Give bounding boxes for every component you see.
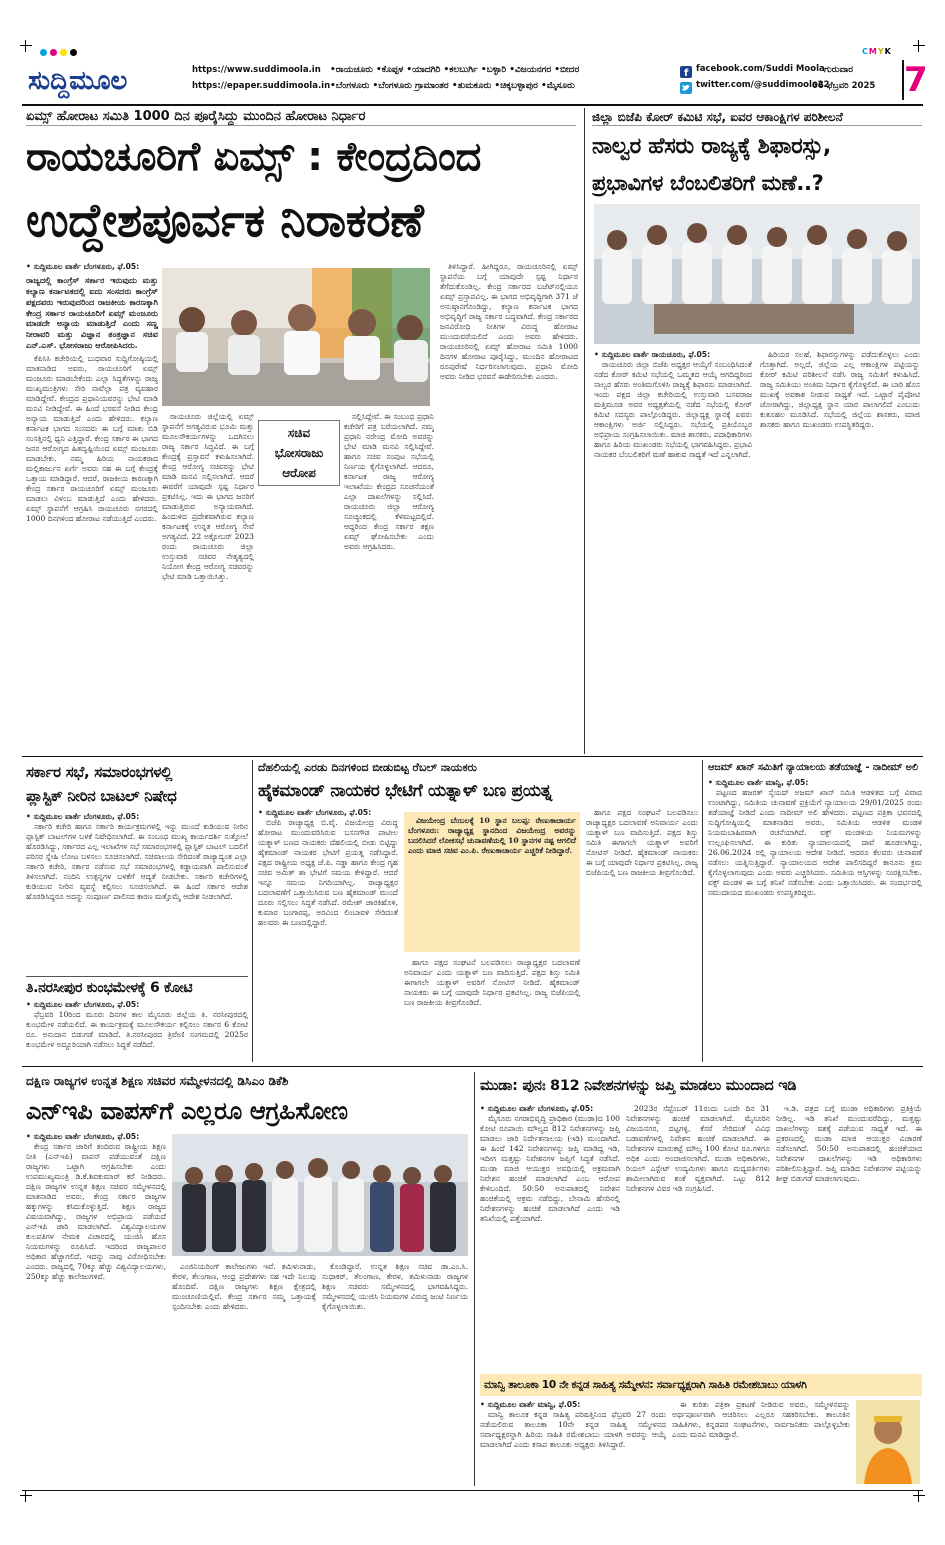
day: ಗುರುವಾರ (824, 65, 854, 75)
caption-line: ಸಚಿವ (287, 426, 311, 440)
registration-mark (913, 1490, 925, 1502)
twitter-handle[interactable]: twitter.com/@suddimoola22 (696, 80, 830, 90)
bjp-column-1 (594, 350, 752, 752)
lead-column-3 (344, 412, 434, 752)
nep-headline: ಎನ್ಇಪಿ ವಾಪಸ್‌ಗೆ ಎಲ್ಲರೂ ಆಗ್ರಹಿಸೋಣ (26, 1097, 348, 1125)
registration-mark (20, 1490, 32, 1502)
page-number: 7 (904, 60, 928, 100)
svg-text:f: f (684, 68, 689, 78)
bottom-rule (22, 1490, 923, 1491)
nadeem-body (708, 778, 922, 1062)
color-dots (40, 49, 80, 57)
bjp-body-1: ರಾಯಚೂರು ಜಿಲ್ಲಾ ಬಿಜೆಪಿ ಅಧ್ಯಕ್ಷರ ಆಯ್ಕೆಗೆ ಸಂಬಂಧಿಸಿದಂತೆ ನಡೆದ ಕೋರ್ ಕಮಿಟಿ ಸಭೆಯಲ್ಲಿ ಒಮ್ಮತದ ಆಯ್ಕೆ ಆಗದಿದ್ದರಿಂದ ನಾಲ್ವರ ಹೆಸರು ಅಂತಿಮಗೊಳಿಸಿ ರಾಜ್ಯಕ್ಕೆ ಶಿಫಾರಸು ಮಾಡಲಾಗಿದೆ. ಇಂದು ಪಕ್ಷದ ಜಿಲ್ಲಾ ಕಚೇರಿಯಲ್ಲಿ ಉಸ್ತುವಾರಿ ಬಸವರಾಜ ಮತ್ತಿಮೂಡ ಅವರ ಅಧ್ಯಕ್ಷತೆಯಲ್ಲಿ ನಡೆದ ಸಭೆಯಲ್ಲಿ ಕೋರ್ ಕಮಿಟಿ ಸದಸ್ಯರು ಪಾಲ್ಗೊಂಡಿದ್ದರು. ಜಿಲ್ಲಾಧ್ಯಕ್ಷ ಸ್ಥಾನಕ್ಕೆ ಐವರು ಆಕಾಂಕ್ಷಿಗಳು ಅರ್ಜಿ ಸಲ್ಲಿಸಿದ್ದರು. ಸಭೆಯಲ್ಲಿ ಪ್ರತಿಯೊಬ್ಬರ ಅಭಿಪ್ರಾಯ ಸಂಗ್ರಹಿಸಲಾಯಿತು. ಮಾಜಿ ಶಾಸಕರು, ಪದಾಧಿಕಾರಿಗಳು ಹಾಗೂ ಹಿರಿಯ ಮುಖಂಡರು ಸಭೆಯಲ್ಲಿ ಭಾಗವಹಿಸಿದ್ದರು. ಪ್ರಭಾವಿ ನಾಯಕರ ಬೆಂಬಲಿತರಿಗೆ ಮಣೆ ಹಾಕುವ ಸಾಧ್ಯತೆ ಇದೆ ಎನ್ನಲಾಗಿದೆ. (594, 360, 752, 460)
column-rule (474, 1072, 475, 1486)
bjp-headline-1: ನಾಲ್ವರ ಹೆಸರು ರಾಜ್ಯಕ್ಕೆ ಶಿಫಾರಸ್ಸು, (592, 134, 831, 159)
yatnal-box (404, 812, 580, 952)
muda-text-1: ಮೈಸೂರು ನಗರಾಭಿವೃದ್ಧಿ ಪ್ರಾಧಿಕಾರ (ಮುಡಾ)ದ 100 ಕೋಟಿ ರೂಪಾಯಿ ಮೌಲ್ಯದ 812 ನಿವೇಶನಗಳನ್ನು ಜಪ್ತಿ ಮಾಡಲು ಜಾರಿ ನಿರ್ದೇಶನಾಲಯ (ಇಡಿ) ಮುಂದಾಗಿದೆ. ಈ ಹಿಂದೆ 142 ನಿವೇಶನಗಳನ್ನು ಜಪ್ತಿ ಮಾಡಿದ್ದ ಇಡಿ, ಇದೀಗ ಮತ್ತಷ್ಟು ನಿವೇಶನಗಳ ಜಪ್ತಿಗೆ ಸಿದ್ಧತೆ ನಡೆಸಿದೆ. ಮುಡಾ ಮಾಜಿ ಆಯುಕ್ತರ ಅವಧಿಯಲ್ಲಿ ಅಕ್ರಮವಾಗಿ ನಿವೇಶನ ಹಂಚಿಕೆ ಮಾಡಲಾಗಿದೆ ಎಂಬ ಆರೋಪ ಕೇಳಿಬಂದಿದೆ. 50:50 ಅನುಪಾತದಲ್ಲಿ ನಿವೇಶನ ಹಂಚಿಕೆಯಲ್ಲಿ ಅಕ್ರಮ ನಡೆದಿದ್ದು, ಬೇನಾಮಿ ಹೆಸರಿನಲ್ಲಿ ನಿವೇಶನಗಳನ್ನು ಹಂಚಿಕೆ ಮಾಡಲಾಗಿದೆ ಎಂದು ಇಡಿ ತನಿಖೆಯಲ್ಲಿ ಪತ್ತೆಯಾಗಿದೆ. (480, 1114, 620, 1224)
nadeem-byline: • ಸುದ್ದಿಮೂಲ ವಾರ್ತೆ ಮಾನ್ವಿ, ಫೆ.05: (708, 778, 809, 787)
yatnal-text-3: ಹಾಗೂ ಪಕ್ಷದ ಸಂಘಟನೆ ಬಲಪಡಿಸಲು ರಾಜ್ಯಾಧ್ಯಕ್ಷರ ಬದಲಾವಣೆ ಅನಿವಾರ್ಯ ಎಂದು ಯತ್ನಾಳ್ ಬಣ ವಾದಿಸುತ್ತಿದೆ. ಪಕ್ಷದ ಶಿಸ್ತು ಸಮಿತಿ ಈಗಾಗಲೇ ಯತ್ನಾಳ್ ಅವರಿಗೆ ನೋಟಿಸ್ ನೀಡಿದೆ. ಹೈಕಮಾಂಡ್ ನಾಯಕರು ಈ ಬಗ್ಗೆ ಯಾವುದೇ ನಿರ್ಧಾರ ಪ್ರಕಟಿಸಿಲ್ಲ. ರಾಜ್ಯ ಬಿಜೆಪಿಯಲ್ಲಿ ಬಣ ರಾಜಕೀಯ ತೀವ್ರಗೊಂಡಿದೆ. (586, 808, 698, 878)
column-rule (702, 760, 703, 1062)
yatnal-column-1 (258, 808, 398, 1062)
nep-column-2 (172, 1262, 316, 1486)
nep-text-3: ಕೊಂಡಿದ್ದಾರೆ. ಉನ್ನತ ಶಿಕ್ಷಣ ಸಚಿವ ಡಾ.ಎಂ.ಸಿ. ಸುಧಾಕರ್, ತೆಲಂಗಾಣ, ಕೇರಳ, ತಮಿಳುನಾಡು ರಾಜ್ಯಗಳ ಶಿಕ್ಷಣ ಸಚಿವರು ಸಮ್ಮೇಳನದಲ್ಲಿ ಭಾಗವಹಿಸಿದ್ದರು. ಸಮ್ಮೇಳನದಲ್ಲಿ ಯುಜಿಸಿ ನಿಯಮಗಳ ವಿರುದ್ಧ ಜಂಟಿ ನಿರ್ಣಯ ಕೈಗೊಳ್ಳಲಾಯಿತು. (322, 1262, 468, 1312)
muda-headline: ಮುಡಾ: ಪುನಃ 812 ನಿವೇಶನಗಳನ್ನು ಜಪ್ತಿ ಮಾಡಲು ಮುಂದಾದ ಇಡಿ (480, 1078, 797, 1094)
masthead (22, 60, 928, 104)
epaper-url[interactable]: https://epaper.suddimoola.in (192, 81, 331, 91)
lead-column-1 (26, 262, 158, 752)
muda-column-1 (480, 1104, 620, 1368)
date: 06 ಫೆಬ್ರವರಿ 2025 (812, 81, 876, 91)
bjp-kicker: ಜಿಲ್ಲಾ ಬಿಜೆಪಿ ಕೋರ್ ಕಮಿಟಿ ಸಭೆ, ಐವರ ಆಕಾಂಕ್ಷಿಗಳ ಪರಿಶೀಲನೆ (592, 108, 922, 126)
caption-line: ಆರೋಪ (282, 466, 316, 480)
lead-column-4 (440, 262, 578, 752)
plastic-body (26, 812, 248, 972)
logo: ಸುದ್ದಿಮೂಲ (28, 66, 128, 96)
masthead-rule (22, 104, 923, 106)
plastic-headline-1: ಸರ್ಕಾರ ಸಭೆ, ಸಮಾರಂಭಗಳಲ್ಲಿ (26, 763, 173, 781)
muda-text-2: 2023ರ ಸೆಪ್ಟೆಂಬರ್ 11ರಂದು ಒಂದೇ ದಿನ 31 ನಿವೇಶನಗಳನ್ನು ಹಂಚಿಕೆ ಮಾಡಲಾಗಿದೆ. ಮೈಸೂರಿನ ವಿಜಯನಗರ, ದಟ್ಟಗಳ್ಳಿ, ಕೆಸರೆ ಸೇರಿದಂತೆ ವಿವಿಧ ಬಡಾವಣೆಗಳಲ್ಲಿ ನಿವೇಶನ ಹಂಚಿಕೆ ಮಾಡಲಾಗಿದೆ. ಈ ನಿವೇಶನಗಳ ಮಾರುಕಟ್ಟೆ ಮೌಲ್ಯ 100 ಕೋಟಿ ರೂ.ಗಳಿಗೂ ಅಧಿಕ ಎಂದು ಅಂದಾಜಿಸಲಾಗಿದೆ. ಮುಡಾ ಅಧಿಕಾರಿಗಳು, ರಿಯಲ್ ಎಸ್ಟೇಟ್ ಉದ್ಯಮಿಗಳು ಹಾಗೂ ಮಧ್ಯವರ್ತಿಗಳು ಶಾಮೀಲಾಗಿರುವ ಶಂಕೆ ವ್ಯಕ್ತವಾಗಿದೆ. ಒಟ್ಟು 812 ನಿವೇಶನಗಳ ವಿವರ ಇಡಿ ಸಂಗ್ರಹಿಸಿದೆ. (626, 1104, 770, 1194)
bjp-meeting-photo (594, 204, 920, 344)
column-rule (252, 760, 253, 1062)
plastic-text: ಸರ್ಕಾರಿ ಕಚೇರಿ ಹಾಗೂ ಸರ್ಕಾರಿ ಕಾರ್ಯಕ್ರಮಗಳಲ್ಲಿ ಇನ್ನು ಮುಂದೆ ಕುಡಿಯುವ ನೀರಿನ ಪ್ಲಾಸ್ಟಿಕ್ ಬಾಟಲ್‌ಗಳ ಬಳಕೆ ನಿಷೇಧಿಸಲಾಗಿದೆ. ಈ ಸಂಬಂಧ ಮುಖ್ಯ ಕಾರ್ಯದರ್ಶಿ ಸುತ್ತೋಲೆ ಹೊರಡಿಸಿದ್ದು, ಸರ್ಕಾರದ ಎಲ್ಲ ಇಲಾಖೆಗಳ ಸಭೆ ಸಮಾರಂಭಗಳಲ್ಲಿ ಪ್ಲಾಸ್ಟಿಕ್ ಬಾಟಲ್ ಬದಲಿಗೆ ಪರಿಸರ ಸ್ನೇಹಿ ಲೋಟ ಬಳಸಲು ಸೂಚಿಸಲಾಗಿದೆ. ಸಚಿವಾಲಯ ಸೇರಿದಂತೆ ರಾಜ್ಯಾದ್ಯಂತ ಎಲ್ಲಾ ಸರ್ಕಾರಿ ಕಚೇರಿ, ಸರ್ಕಾರ ನಡೆಸುವ ಸಭೆ ಸಮಾರಂಭಗಳಲ್ಲಿ ಕಡ್ಡಾಯವಾಗಿ ಪಾಲಿಸುವಂತೆ ತಿಳಿಸಲಾಗಿದೆ. ನಂದಿನಿ ಉತ್ಪನ್ನಗಳ ಬಳಕೆಗೆ ಆದ್ಯತೆ ನೀಡಬೇಕು. ಸರ್ಕಾರಿ ಕಚೇರಿಗಳಲ್ಲಿ ಕುಡಿಯುವ ನೀರಿನ ವ್ಯವಸ್ಥೆ ಕಲ್ಪಿಸಲು ಸೂಚಿಸಲಾಗಿದೆ. ಈ ಹಿಂದೆ ಸರ್ಕಾರ ಆದೇಶ ಹೊರಡಿಸಿದ್ದರೂ ಅದನ್ನು ಸಂಪೂರ್ಣ ಪಾಲಿಸದ ಕಾರಣ ಮತ್ತೊಮ್ಮೆ ಆದೇಶ ನೀಡಲಾಗಿದೆ. (26, 822, 248, 902)
section-rule (22, 1066, 923, 1067)
sahitya-column-1 (480, 1400, 666, 1486)
lead-headline-1: ರಾಯಚೂರಿಗೆ ಏಮ್ಸ್ : ಕೇಂದ್ರದಿಂದ (26, 134, 482, 180)
yatnal-kicker: ದೆಹಲಿಯಲ್ಲಿ ಎರಡು ದಿನಗಳಿಂದ ಬೀಡುಬಿಟ್ಟ ರೆಬಲ್ ನಾಯಕರು (258, 761, 477, 774)
muda-text-3: ಇ.ಡಿ. ಪತ್ರದ ಬಗ್ಗೆ ಮುಡಾ ಅಧಿಕಾರಿಗಳು ಪ್ರತಿಕ್ರಿಯೆ ನೀಡಿಲ್ಲ. ಇಡಿ ತನಿಖೆ ಮುಂದುವರೆದಿದ್ದು, ಮತ್ತಷ್ಟು ದಾಖಲೆಗಳನ್ನು ವಶಕ್ಕೆ ಪಡೆಯುವ ಸಾಧ್ಯತೆ ಇದೆ. ಈ ಪ್ರಕರಣದಲ್ಲಿ ಮುಡಾ ಮಾಜಿ ಆಯುಕ್ತರ ವಿಚಾರಣೆ ನಡೆಸಲಾಗಿದೆ. 50:50 ಅನುಪಾತದಲ್ಲಿ ಹಂಚಿಕೆಯಾದ ನಿವೇಶನಗಳ ದಾಖಲೆಗಳನ್ನು ಇಡಿ ಅಧಿಕಾರಿಗಳು ಪರಿಶೀಲಿಸುತ್ತಿದ್ದಾರೆ. ಜಪ್ತಿ ಮಾಡಿದ ನಿವೇಶನಗಳ ಪಟ್ಟಿಯನ್ನು ಶೀಘ್ರ ಬಿಡುಗಡೆ ಮಾಡಲಾಗುವುದು. (776, 1104, 922, 1184)
muda-column-3 (776, 1104, 922, 1368)
kumbh-headline: ತಿ.ನರಸೀಪುರ ಕುಂಭಮೇಳಕ್ಕೆ 6 ಕೋಟಿ (26, 976, 248, 998)
lead-intro: ರಾಜ್ಯದಲ್ಲಿ ಕಾಂಗ್ರೆಸ್ ಸರ್ಕಾರ ಇರುವುದು ಮತ್ತು ಕಲ್ಯಾಣ ಕರ್ನಾಟಕದಲ್ಲಿ ಐದು ಸಂಸದರು ಕಾಂಗ್ರೆಸ್ ಪಕ್ಷದವರು ಇರುವುದರಿಂದ ರಾಜಕೀಯ ಕಾರಣಕ್ಕಾಗಿ ಕೇಂದ್ರ ಸರ್ಕಾರ ರಾಯಚೂರಿಗೆ ಏಮ್ಸ್ ಮಂಜೂರು ಮಾಡದೇ ಅನ್ಯಾಯ ಮಾಡುತ್ತಿದೆ ಎಂದು ಸಣ್ಣ ನೀರಾವರಿ ಮತ್ತು ವಿಜ್ಞಾನ ತಂತ್ರಜ್ಞಾನ ಸಚಿವ ಎನ್.ಎಸ್. ಭೋಸರಾಜು ಆರೋಪಿಸಿದರು. (26, 275, 158, 350)
facebook-handle[interactable]: facebook.com/Suddi Moola (696, 64, 825, 74)
facebook-icon (680, 63, 692, 78)
yatnal-byline: • ಸುದ್ದಿಮೂಲ ವಾರ್ತೆ ಬೆಂಗಳೂರು, ಫೆ.05: (258, 808, 372, 817)
lead-byline: • ಸುದ್ದಿಮೂಲ ವಾರ್ತೆ ಬೆಂಗಳೂರು, ಫೆ.05: (26, 262, 140, 271)
lead-column-2 (162, 412, 254, 752)
lead-body-3: ಸಲ್ಲಿಸಿದ್ದೇವೆ. ಈ ಸಂಬಂಧ ಪ್ರಧಾನಿ ಕಚೇರಿಗೆ ಪತ್ರ ಬರೆಯಲಾಗಿದೆ. ನಮ್ಮ ಪ್ರಧಾನಿ ನರೇಂದ್ರ ಮೋದಿ ಅವರನ್ನು ಭೇಟಿ ಮಾಡಿ ಮನವಿ ಸಲ್ಲಿಸಿದ್ದೇವೆ. ಹಾಗೂ ಸಚಿವ ಸಂಪುಟ ಸಭೆಯಲ್ಲಿ ನಿರ್ಣಯ ಕೈಗೊಳ್ಳಲಾಗಿದೆ. ಆದರೂ, ಕರ್ನಾಟಕ ರಾಜ್ಯ ಆರೋಗ್ಯ ಇಲಾಖೆಯು ಕೇಂದ್ರದ ಸೂಚನೆಯಂತೆ ಎಲ್ಲಾ ದಾಖಲೆಗಳನ್ನು ಸಲ್ಲಿಸಿದೆ. ರಾಯಚೂರು ಜಿಲ್ಲಾ ಆರೋಗ್ಯ ಸೂಚ್ಯಂಕದಲ್ಲಿ ಕೆಳಮಟ್ಟದಲ್ಲಿದೆ. ಆದ್ದರಿಂದ ಕೇಂದ್ರ ಸರ್ಕಾರ ತಕ್ಷಣ ಏಮ್ಸ್ ಘೋಷಿಸಬೇಕು ಎಂದು ಅವರು ಆಗ್ರಹಿಸಿದರು. (344, 412, 434, 552)
caption-line: ಭೋಸರಾಜು (274, 446, 324, 460)
nep-column-3 (322, 1262, 468, 1486)
plastic-headline-2: ಪ್ಲಾಸ್ಟಿಕ್ ನೀರಿನ ಬಾಟಲ್ ನಿಷೇಧ (26, 787, 177, 805)
lead-body-4: ತಿಳಿಸಿದ್ದಾರೆ. ಹೀಗಿದ್ದರೂ, ರಾಯಚೂರಿನಲ್ಲಿ ಏಮ್ಸ್ ಸ್ಥಾಪನೆಯ ಬಗ್ಗೆ ಯಾವುದೇ ಸ್ಪಷ್ಟ ನಿರ್ಧಾರ ತೆಗೆದುಕೊಂಡಿಲ್ಲ. ಕೇಂದ್ರ ಸರ್ಕಾರದ ಬಜೆಟ್‌ನಲ್ಲಿಯೂ ಏಮ್ಸ್ ಪ್ರಸ್ತಾಪವಿಲ್ಲ. ಈ ಭಾಗದ ಅಭಿವೃದ್ಧಿಗಾಗಿ 371 ಜೆ ಅನುಷ್ಠಾನಗೊಂಡಿದ್ದು, ಕಲ್ಯಾಣ ಕರ್ನಾಟಕ ಭಾಗದ ಅಭಿವೃದ್ಧಿಗೆ ರಾಜ್ಯ ಸರ್ಕಾರ ಬದ್ಧವಾಗಿದೆ. ಕೇಂದ್ರ ಸರ್ಕಾರದ ಜನವಿರೋಧಿ ನೀತಿಗಳ ವಿರುದ್ಧ ಹೋರಾಟ ಮುಂದುವರೆಯಲಿದೆ ಎಂದು ಅವರು ಹೇಳಿದರು. ರಾಯಚೂರಿನಲ್ಲಿ ಏಮ್ಸ್ ಹೋರಾಟ ಸಮಿತಿ 1000 ದಿನಗಳ ಹೋರಾಟ ಪೂರೈಸಿದ್ದು, ಮುಂದಿನ ಹೋರಾಟದ ರೂಪುರೇಷೆ ನಿರ್ಧರಿಸಲಾಗುವುದು. ಪ್ರಧಾನಿ ಮೋದಿ ಅವರು ನೀಡಿದ ಭರವಸೆ ಈಡೇರಿಸಬೇಕು ಎಂದರು. (440, 262, 578, 382)
region-list-1: •ರಾಯಚೂರು •ಕೊಪ್ಪಳ •ಯಾದಗಿರಿ •ಕಲಬುರ್ಗಿ •ಬಳ್ಳಾರಿ •ವಿಜಯನಗರ •ಬೀದರ (330, 65, 580, 75)
column-rule (584, 108, 585, 754)
sahitya-text-2: ಈ ಕುರಿತು ಪತ್ರಿಕಾ ಪ್ರಕಟಣೆ ನೀಡಿರುವ ಅವರು, ಸಮ್ಮೇಳನವನ್ನು ಅರ್ಥಪೂರ್ಣವಾಗಿ ಆಚರಿಸಲು ಎಲ್ಲರೂ ಸಹಕರಿಸಬೇಕು. ತಾಲೂಕಿನ ಸಾಹಿತಿಗಳು, ಕನ್ನಡಪರ ಸಂಘಟನೆಗಳು, ಸಾರ್ವಜನಿಕರು ಪಾಲ್ಗೊಳ್ಳಬೇಕು ಎಂದು ಮನವಿ ಮಾಡಿದ್ದಾರೆ. (672, 1400, 850, 1440)
bjp-byline: • ಸುದ್ದಿಮೂಲ ವಾರ್ತೆ ರಾಯಚೂರು, ಫೆ.05: (594, 350, 711, 359)
lead-body-1: ಕೆಪಿಸಿಸಿ ಕಚೇರಿಯಲ್ಲಿ ಬುಧವಾರ ಸುದ್ದಿಗೋಷ್ಠಿಯಲ್ಲಿ ಮಾತನಾಡಿದ ಅವರು, ರಾಯಚೂರಿಗೆ ಏಮ್ಸ್ ಮಂಜೂರು ಮಾಡಬೇಕೆಂದು ಎಲ್ಲಾ ಸಿದ್ಧತೆಗಳನ್ನು ರಾಜ್ಯ ಮುಖ್ಯಮಂತ್ರಿಗಳು ಸೇರಿ ನಾವೆಲ್ಲಾ ಪತ್ರ ವ್ಯವಹಾರ ಮಾಡಿದ್ದೇವೆ. ಕೇಂದ್ರದ ಪ್ರಧಾನಿಯವರನ್ನು ಭೇಟಿ ಮಾಡಿ ಮನವಿ ನೀಡಿದ್ದೇವೆ. ಈ ಹಿಂದೆ ಭರವಸೆ ನೀಡಿದ ಕೇಂದ್ರ ಅನ್ಯಾಯ ಮಾಡುತ್ತಿದೆ ಎಂದು ಹೇಳಿದರು. ಕಲ್ಯಾಣ ಕರ್ನಾಟಕ ಭಾಗದ ಸಂಸದರು ಈ ಬಗ್ಗೆ ಮಾತು ಬಿಡಿ ಸಂಸತ್ತಿನಲ್ಲಿ ಧ್ವನಿ ಎತ್ತಿದ್ದಾರೆ. ಕೇಂದ್ರ ಸರ್ಕಾರ ಈ ಭಾಗದ ಜನರ ಆರೋಗ್ಯದ ಹಿತದೃಷ್ಟಿಯಿಂದ ಏಮ್ಸ್ ಮಂಜೂರು ಮಾಡಬೇಕು. ನಮ್ಮ ಹಿರಿಯ ನಾಯಕರಾದ ಮಲ್ಲಿಕಾರ್ಜುನ ಖರ್ಗೆ ಅವರು ಸಹ ಈ ಬಗ್ಗೆ ಕೇಂದ್ರಕ್ಕೆ ಒತ್ತಾಯ ಮಾಡಿದ್ದಾರೆ. ಆದರೆ, ರಾಜಕೀಯ ಕಾರಣಕ್ಕಾಗಿ ಕೇಂದ್ರ ಸರ್ಕಾರ ರಾಯಚೂರಿಗೆ ಏಮ್ಸ್ ಮಂಜೂರು ಮಾಡಲು ವಿಳಂಬ ಮಾಡುತ್ತಿದೆ ಎಂದು ಹೇಳಿದರು. ಏಮ್ಸ್ ಸ್ಥಾಪನೆಗೆ ಆಗ್ರಹಿಸಿ ರಾಯಚೂರು ನಗರದಲ್ಲಿ 1000 ದಿನಗಳಿಂದ ಹೋರಾಟ ನಡೆಯುತ್ತಿದೆ ಎಂದರು. (26, 353, 158, 524)
lead-photo (162, 268, 430, 406)
yatnal-headline: ಹೈಕಮಾಂಡ್ ನಾಯಕರ ಭೇಟಿಗೆ ಯತ್ನಾಳ್ ಬಣ ಪ್ರಯತ್ನ (258, 781, 552, 801)
registration-mark (20, 40, 32, 52)
kumbh-byline: • ಸುದ್ದಿಮೂಲ ವಾರ್ತೆ ಬೆಂಗಳೂರು, ಫೆ.05: (26, 1000, 140, 1009)
sahitya-headline: ಮಾನ್ವಿ ತಾಲೂಕಾ 10 ನೇ ಕನ್ನಡ ಸಾಹಿತ್ಯ ಸಮ್ಮೇಳನ: ಸರ್ವಾಧ್ಯಕ್ಷರಾಗಿ ಸಾಹಿತಿ ರಮೇಶಬಾಬು ಯಾಳಗಿ (480, 1374, 922, 1396)
sahitya-portrait (856, 1400, 920, 1484)
bjp-column-2 (760, 350, 920, 752)
region-list-2: •ಬೆಂಗಳೂರು •ಬೆಂಗಳೂರು ಗ್ರಾಮಾಂತರ •ತುಮಕೂರು •ಚಿಕ್ಕಬಳ್ಳಾಪುರ •ಮೈಸೂರು (330, 81, 575, 91)
photo-caption-box (258, 420, 340, 486)
kumbh-body (26, 1000, 248, 1062)
nep-byline: • ಸುದ್ದಿಮೂಲ ವಾರ್ತೆ ಬೆಂಗಳೂರು, ಫೆ.05: (26, 1132, 140, 1141)
sahitya-text-1: ಮಾನ್ವಿ ತಾಲೂಕ ಕನ್ನಡ ಸಾಹಿತ್ಯ ಪರಿಷತ್ತಿನಿಂದ ಫೆಬ್ರವರಿ 27 ರಂದು ನಡೆಯಲಿರುವ ತಾಲೂಕಾ 10ನೇ ಕನ್ನಡ ಸಾಹಿತ್ಯ ಸಮ್ಮೇಳನದ ಸರ್ವಾಧ್ಯಕ್ಷರನ್ನಾಗಿ ಹಿರಿಯ ಸಾಹಿತಿ ರಮೇಶಬಾಬು ಯಾಳಗಿ ಅವರನ್ನು ಆಯ್ಕೆ ಮಾಡಲಾಗಿದೆ ಎಂದು ಕಸಾಪ ತಾಲೂಕು ಅಧ್ಯಕ್ಷರು ತಿಳಿಸಿದ್ದಾರೆ. (480, 1410, 666, 1450)
nadeem-text: ಪಟ್ಟಣದ ಹಜರತ್ ಸೈಯದ್ ಅಜಮ್ ಖಾನ್ ಸಮಿತಿ ಆಡಳಿತದ ಬಗ್ಗೆ ವಿವಾದ ಉಂಟಾಗಿದ್ದು, ಸಮಿತಿಯ ಚುನಾವಣೆ ಪ್ರಕ್ರಿಯೆಗೆ ನ್ಯಾಯಾಲಯ 29/01/2025 ರಂದು ತಡೆಯಾಜ್ಞೆ ನೀಡಿದೆ ಎಂದು ನಾದೀಮ್ ಅಲಿ ಹೇಳಿದರು. ಪಟ್ಟಣದ ಪತ್ರಿಕಾ ಭವನದಲ್ಲಿ ಸುದ್ದಿಗೋಷ್ಠಿಯಲ್ಲಿ ಮಾತನಾಡಿದ ಅವರು, ಸಮಿತಿಯ ಆಡಳಿತ ಮಂಡಳಿ ನಿಯಮಬಾಹಿರವಾಗಿ ರಚನೆಯಾಗಿದೆ. ವಕ್ಫ್ ಮಂಡಳಿಯ ನಿಯಮಗಳನ್ನು ಉಲ್ಲಂಘಿಸಲಾಗಿದೆ. ಈ ಕುರಿತು ನ್ಯಾಯಾಲಯದಲ್ಲಿ ದಾವೆ ಹೂಡಲಾಗಿದ್ದು, 26.06.2024 ರಲ್ಲಿ ನ್ಯಾಯಾಲಯ ಆದೇಶ ನೀಡಿದೆ. ಆದರೂ ಕೆಲವರು ಚುನಾವಣೆ ನಡೆಸಲು ಯತ್ನಿಸುತ್ತಿದ್ದಾರೆ. ನ್ಯಾಯಾಲಯದ ಆದೇಶ ಪಾಲಿಸದಿದ್ದರೆ ಕಾನೂನು ಕ್ರಮ ಕೈಗೊಳ್ಳಲಾಗುವುದು ಎಂದು ಅವರು ಎಚ್ಚರಿಸಿದರು. ಸಮಿತಿಯ ಆಸ್ತಿಗಳನ್ನು ಸಂರಕ್ಷಿಸಬೇಕು. ವಕ್ಫ್ ಮಂಡಳಿ ಈ ಬಗ್ಗೆ ತನಿಖೆ ನಡೆಸಬೇಕು ಎಂದು ಒತ್ತಾಯಿಸಿದರು. ಈ ಸಂದರ್ಭದಲ್ಲಿ ಸಮುದಾಯದ ಮುಖಂಡರು ಉಪಸ್ಥಿತರಿದ್ದರು. (708, 788, 922, 898)
nep-text-1: ಕೇಂದ್ರ ಸರ್ಕಾರ ಜಾರಿಗೆ ತಂದಿರುವ ರಾಷ್ಟ್ರೀಯ ಶಿಕ್ಷಣ ನೀತಿ (ಎನ್ಇಪಿ) ವಾಪಸ್ ಪಡೆಯುವಂತೆ ದಕ್ಷಿಣ ರಾಜ್ಯಗಳು ಒಟ್ಟಾಗಿ ಆಗ್ರಹಿಸಬೇಕು ಎಂದು ಉಪಮುಖ್ಯಮಂತ್ರಿ ಡಿ.ಕೆ.ಶಿವಕುಮಾರ್ ಕರೆ ನೀಡಿದರು. ದಕ್ಷಿಣ ರಾಜ್ಯಗಳ ಉನ್ನತ ಶಿಕ್ಷಣ ಸಚಿವರ ಸಮ್ಮೇಳನದಲ್ಲಿ ಮಾತನಾಡಿದ ಅವರು, ಕೇಂದ್ರ ಸರ್ಕಾರ ರಾಜ್ಯಗಳ ಹಕ್ಕುಗಳನ್ನು ಕಸಿದುಕೊಳ್ಳುತ್ತಿದೆ. ಶಿಕ್ಷಣ ರಾಜ್ಯದ ವಿಷಯವಾಗಿದ್ದು, ರಾಜ್ಯಗಳ ಅಭಿಪ್ರಾಯ ಪಡೆಯದೆ ಎನ್ಇಪಿ ಜಾರಿ ಮಾಡಲಾಗಿದೆ. ವಿಶ್ವವಿದ್ಯಾಲಯಗಳ ಕುಲಪತಿಗಳ ನೇಮಕ ವಿಚಾರದಲ್ಲಿ ಯುಜಿಸಿ ಹೊಸ ನಿಯಮಗಳನ್ನು ರೂಪಿಸಿದೆ. ಇದರಿಂದ ರಾಜ್ಯಪಾಲರ ಅಧಿಕಾರ ಹೆಚ್ಚಾಗಲಿದೆ. ಇದನ್ನು ನಾವು ವಿರೋಧಿಸಬೇಕು ಎಂದರು. ರಾಜ್ಯದಲ್ಲಿ 70ಕ್ಕೂ ಹೆಚ್ಚು ವಿಶ್ವವಿದ್ಯಾಲಯಗಳು, 250ಕ್ಕೂ ಹೆಚ್ಚು ಕಾಲೇಜುಗಳಿವೆ. (26, 1142, 166, 1282)
yatnal-column-3 (586, 808, 698, 1062)
plastic-byline: • ಸುದ್ದಿಮೂಲ ವಾರ್ತೆ ಬೆಂಗಳೂರು, ಫೆ.05: (26, 812, 140, 821)
twitter-icon (680, 79, 692, 91)
nep-kicker: ದಕ್ಷಿಣ ರಾಜ್ಯಗಳ ಉನ್ನತ ಶಿಕ್ಷಣ ಸಚಿವರ ಸಮ್ಮೇಳನದಲ್ಲಿ ಡಿಸಿಎಂ ಡಿಕೆಶಿ (26, 1074, 289, 1088)
yatnal-text-2: ಹಾಗೂ ಪಕ್ಷದ ಸಂಘಟನೆ ಬಲಪಡಿಸಲು ರಾಜ್ಯಾಧ್ಯಕ್ಷರ ಬದಲಾವಣೆ ಅನಿವಾರ್ಯ ಎಂದು ಯತ್ನಾಳ್ ಬಣ ವಾದಿಸುತ್ತಿದೆ. ಪಕ್ಷದ ಶಿಸ್ತು ಸಮಿತಿ ಈಗಾಗಲೇ ಯತ್ನಾಳ್ ಅವರಿಗೆ ನೋಟಿಸ್ ನೀಡಿದೆ. ಹೈಕಮಾಂಡ್ ನಾಯಕರು ಈ ಬಗ್ಗೆ ಯಾವುದೇ ನಿರ್ಧಾರ ಪ್ರಕಟಿಸಿಲ್ಲ. ರಾಜ್ಯ ಬಿಜೆಪಿಯಲ್ಲಿ ಬಣ ರಾಜಕೀಯ ತೀವ್ರಗೊಂಡಿದೆ. (404, 958, 580, 1008)
website-url[interactable]: https://www.suddimoola.in (192, 65, 321, 75)
lead-body-2: ರಾಯಚೂರು ಜಿಲ್ಲೆಯಲ್ಲಿ ಏಮ್ಸ್ ಸ್ಥಾಪನೆಗೆ ಅಗತ್ಯವಿರುವ ಭೂಮಿ ಮತ್ತು ಮೂಲಸೌಕರ್ಯಗಳನ್ನು ಒದಗಿಸಲು ರಾಜ್ಯ ಸರ್ಕಾರ ಸಿದ್ಧವಿದೆ. ಈ ಬಗ್ಗೆ ಕೇಂದ್ರಕ್ಕೆ ಪ್ರಸ್ತಾವನೆ ಕಳುಹಿಸಲಾಗಿದೆ. ಕೇಂದ್ರ ಆರೋಗ್ಯ ಸಚಿವರನ್ನು ಭೇಟಿ ಮಾಡಿ ಮನವಿ ಸಲ್ಲಿಸಲಾಗಿದೆ. ಆದರೆ ಈವರೆಗೆ ಯಾವುದೇ ಸ್ಪಷ್ಟ ನಿರ್ಧಾರ ಪ್ರಕಟಿಸಿಲ್ಲ. ಇದು ಈ ಭಾಗದ ಜನರಿಗೆ ಮಾಡುತ್ತಿರುವ ಅನ್ಯಾಯವಾಗಿದೆ. ಹಿಂದುಳಿದ ಪ್ರದೇಶವಾಗಿರುವ ಕಲ್ಯಾಣ ಕರ್ನಾಟಕಕ್ಕೆ ಉನ್ನತ ಆರೋಗ್ಯ ಸೇವೆ ಅಗತ್ಯವಿದೆ. 22 ಅಕ್ಟೋಬರ್ 2023 ರಂದು ರಾಯಚೂರು ಜಿಲ್ಲಾ ಉಸ್ತುವಾರಿ ಸಚಿವರ ನೇತೃತ್ವದಲ್ಲಿ ನಿಯೋಗ ಕೇಂದ್ರ ಆರೋಗ್ಯ ಸಚಿವರನ್ನು ಭೇಟಿ ಮಾಡಿ ಒತ್ತಾಯಿಸಿತ್ತು. (162, 412, 254, 582)
nadeem-kicker: ಆಜಮ್ ಖಾನ್ ಸಮಿತಿಗೆ ನ್ಯಾಯಾಲಯ ತಡೆಯಾಜ್ಞೆ - ನಾದೀಮ್ ಅಲಿ (708, 762, 918, 773)
section-rule (22, 756, 923, 757)
sahitya-column-2 (672, 1400, 850, 1486)
yatnal-text-1: ಬಿಜೆಪಿ ರಾಜ್ಯಾಧ್ಯಕ್ಷ ಬಿ.ವೈ. ವಿಜಯೇಂದ್ರ ವಿರುದ್ಧ ಹೋರಾಟ ಮುಂದುವರಿಸಿರುವ ಬಸನಗೌಡ ಪಾಟೀಲ ಯತ್ನಾಳ್ ಬಣದ ನಾಯಕರು ದೆಹಲಿಯಲ್ಲಿ ಬೀಡು ಬಿಟ್ಟಿದ್ದು ಹೈಕಮಾಂಡ್ ನಾಯಕರ ಭೇಟಿಗೆ ಪ್ರಯತ್ನ ನಡೆಸಿದ್ದಾರೆ. ಪಕ್ಷದ ರಾಷ್ಟ್ರೀಯ ಅಧ್ಯಕ್ಷ ಜೆ.ಪಿ. ನಡ್ಡಾ ಹಾಗೂ ಕೇಂದ್ರ ಗೃಹ ಸಚಿವ ಅಮಿತ್ ಶಾ ಭೇಟಿಗೆ ಸಮಯ ಕೇಳಿದ್ದಾರೆ. ಆದರೆ ಇನ್ನೂ ಸಮಯ ನಿಗದಿಯಾಗಿಲ್ಲ. ರಾಜ್ಯಾಧ್ಯಕ್ಷರ ಬದಲಾವಣೆಗೆ ಒತ್ತಾಯಿಸಿರುವ ಬಣ ಹೈಕಮಾಂಡ್ ಮುಂದೆ ದೂರು ಸಲ್ಲಿಸಲು ಸಿದ್ಧತೆ ನಡೆಸಿದೆ. ರಮೇಶ್ ಜಾರಕಿಹೊಳಿ, ಕುಮಾರ ಬಂಗಾರಪ್ಪ, ಅರವಿಂದ ಲಿಂಬಾವಳಿ ಸೇರಿದಂತೆ ಹಲವರು ಈ ಬಣದಲ್ಲಿದ್ದಾರೆ. (258, 818, 398, 928)
nep-text-2: ಎಂಜಿನಿಯರಿಂಗ್ ಕಾಲೇಜುಗಳು ಇವೆ. ತಮಿಳುನಾಡು, ಕೇರಳ, ತೆಲಂಗಾಣ, ಆಂಧ್ರ ಪ್ರದೇಶಗಳು ಸಹ ಇದೇ ನಿಲುವು ಹೊಂದಿವೆ. ದಕ್ಷಿಣ ರಾಜ್ಯಗಳು ಶಿಕ್ಷಣ ಕ್ಷೇತ್ರದಲ್ಲಿ ಮುಂಚೂಣಿಯಲ್ಲಿವೆ. ಕೇಂದ್ರ ಸರ್ಕಾರ ನಮ್ಮ ಒತ್ತಾಯಕ್ಕೆ ಸ್ಪಂದಿಸಬೇಕು ಎಂದು ಹೇಳಿದರು. (172, 1262, 316, 1312)
nep-group-photo (172, 1134, 468, 1256)
yatnal-box-text: ವಿಜಯೇಂದ್ರ ಬೆಂಬಲಕ್ಕೆ 10 ಸ್ಥಾನ ಬಲಪ್ಪ: ರೇಣುಕಾಚಾರ್ಯ ಬೆಂಗಳೂರು: ರಾಜ್ಯಾಧ್ಯಕ್ಷ ಸ್ಥಾನದಿಂದ ವಿಜಯೇಂದ್ರ ಅವರನ್ನು ಬದಲಿಸಿದರೆ ಲೋಕಸಭೆ ಚುನಾವಣೆಯಲ್ಲಿ 10 ಸ್ಥಾನಗಳ ನಷ್ಟ ಆಗಲಿದೆ ಎಂದು ಮಾಜಿ ಸಚಿವ ಎಂ.ಪಿ. ರೇಣುಕಾಚಾರ್ಯ ಎಚ್ಚರಿಕೆ ನೀಡಿದ್ದಾರೆ. (408, 816, 576, 856)
lead-headline-2: ಉದ್ದೇಶಪೂರ್ವಕ ನಿರಾಕರಣೆ (26, 193, 424, 247)
cmyk-label: CMYK (862, 47, 892, 56)
bjp-headline-2: ಪ್ರಭಾವಿಗಳ ಬೆಂಬಲಿತರಿಗೆ ಮಣೆ..? (592, 171, 824, 195)
kumbh-text: ಫೆಬ್ರವರಿ 10ರಿಂದ ಮೂರು ದಿನಗಳ ಕಾಲ ಮೈಸೂರು ಜಿಲ್ಲೆಯ ತಿ. ನರಸೀಪುರದಲ್ಲಿ ಕುಂಭಮೇಳ ನಡೆಯಲಿದೆ. ಈ ಕಾರ್ಯಕ್ರಮಕ್ಕೆ ಮೂಲಸೌಕರ್ಯ ಕಲ್ಪಿಸಲು ಸರ್ಕಾರ 6 ಕೋಟಿ ರೂ. ಅನುದಾನ ಬಿಡುಗಡೆ ಮಾಡಿದೆ. ತಿ.ನರಸೀಪುರದ ತ್ರಿವೇಣಿ ಸಂಗಮದಲ್ಲಿ 2025ರ ಕುಂಭಮೇಳ ಅದ್ದೂರಿಯಾಗಿ ನಡೆಸಲು ಸಿದ್ಧತೆ ನಡೆದಿದೆ. (26, 1010, 248, 1050)
nep-column-1 (26, 1132, 166, 1486)
muda-byline: • ಸುದ್ದಿಮೂಲ ವಾರ್ತೆ ಬೆಂಗಳೂರು, ಫೆ.05: (480, 1104, 594, 1113)
lead-kicker: ಏಮ್ಸ್ ಹೋರಾಟ ಸಮಿತಿ 1000 ದಿನ ಪೂರೈಸಿದ್ದು ಮುಂದಿನ ಹೋರಾಟ ನಿರ್ಧಾರ (26, 108, 576, 126)
yatnal-column-2 (404, 958, 580, 1062)
bjp-body-2: ಹಿರಿಯರ ಸಲಹೆ, ಶಿಫಾರಸ್ಸುಗಳನ್ನು ಪಡೆದುಕೊಳ್ಳಲು ಎಂದು ಗೊತ್ತಾಗಿದೆ. ಅಲ್ಲದೆ, ಜಿಲ್ಲೆಯ ಎಲ್ಲ ಆಕಾಂಕ್ಷಿಗಳ ಪಟ್ಟಿಯನ್ನು ಕೋರ್ ಕಮಿಟಿ ಪರಿಶೀಲನೆ ನಡೆಸಿ ರಾಜ್ಯ ಸಮಿತಿಗೆ ಕಳುಹಿಸಿದೆ. ರಾಜ್ಯ ಸಮಿತಿಯು ಅಂತಿಮ ನಿರ್ಧಾರ ಕೈಗೊಳ್ಳಲಿದೆ. ಈ ಬಾರಿ ಹೊಸ ಮುಖಕ್ಕೆ ಅವಕಾಶ ನೀಡುವ ಸಾಧ್ಯತೆ ಇದೆ. ಒಟ್ಟಾರೆ ಪೈಪೋಟಿ ಜೋರಾಗಿದ್ದು, ಜಿಲ್ಲಾಧ್ಯಕ್ಷ ಸ್ಥಾನ ಯಾರ ಪಾಲಾಗಲಿದೆ ಎಂಬುದು ಕುತೂಹಲ ಮೂಡಿಸಿದೆ. ಸಭೆಯಲ್ಲಿ ಜಿಲ್ಲೆಯ ಶಾಸಕರು, ಮಾಜಿ ಶಾಸಕರು ಹಾಗೂ ಮುಖಂಡರು ಉಪಸ್ಥಿತರಿದ್ದರು. (760, 350, 920, 430)
muda-column-2 (626, 1104, 770, 1368)
sahitya-byline: • ಸುದ್ದಿಮೂಲ ವಾರ್ತೆ ಮಾನ್ವಿ, ಫೆ.05: (480, 1400, 581, 1409)
